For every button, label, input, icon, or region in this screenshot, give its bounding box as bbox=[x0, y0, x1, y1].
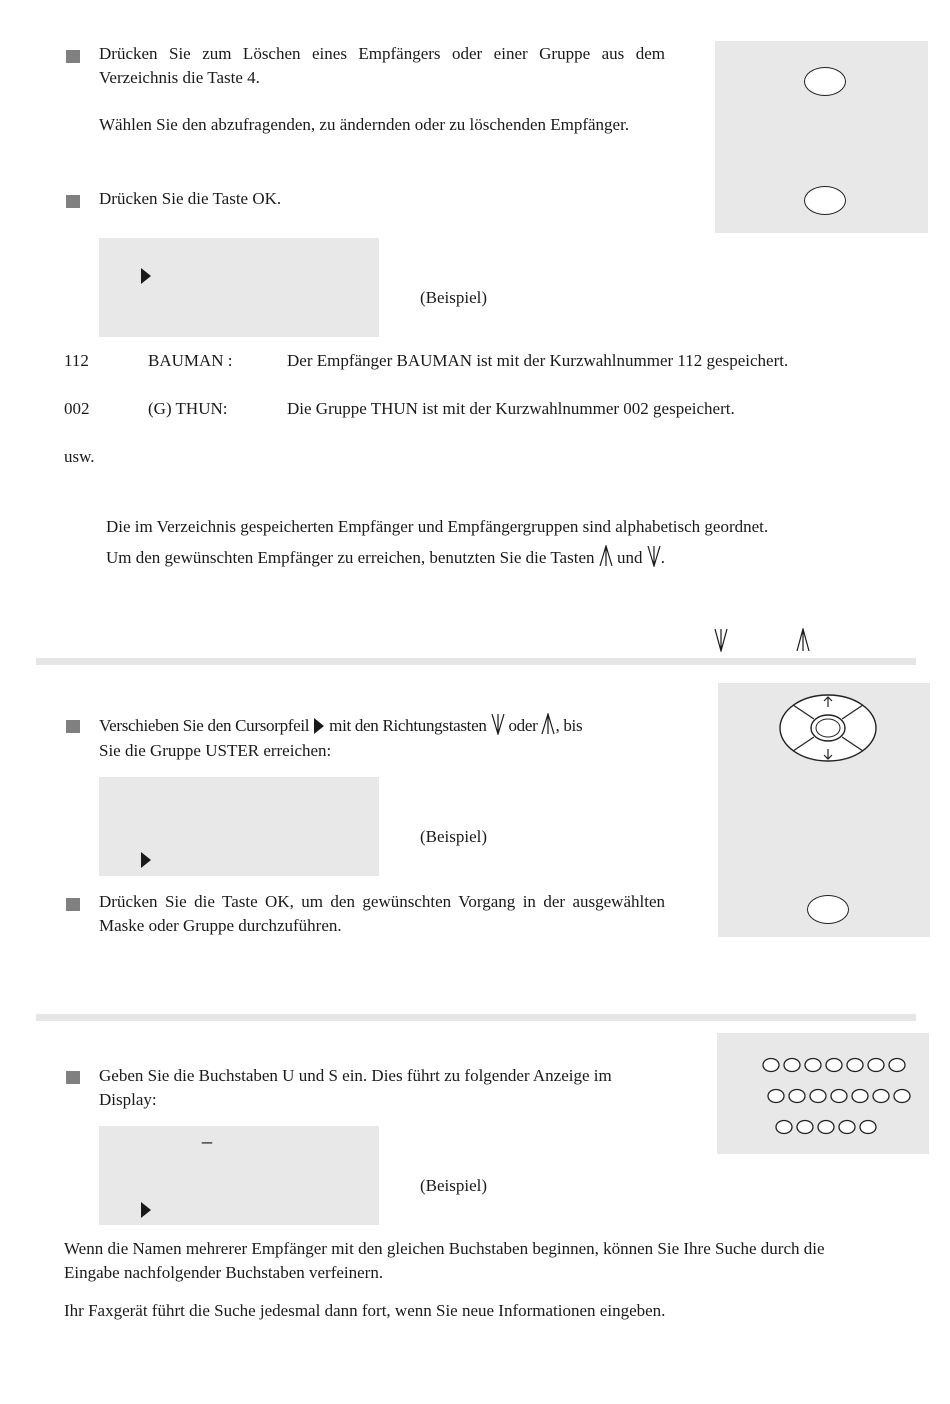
ok-key-icon[interactable] bbox=[804, 186, 846, 215]
etc-text: usw. bbox=[64, 447, 95, 466]
search-continue-text: Ihr Faxgerät führt die Suche jedesmal dann fort, wenn Sie neue Informationen eingeben. bbox=[64, 1301, 666, 1320]
step-move-line-1 bbox=[99, 713, 582, 738]
lcd-display-3 bbox=[99, 1126, 379, 1225]
step-move-text-4: , bis bbox=[555, 716, 583, 735]
cursor-arrow-icon bbox=[141, 852, 151, 868]
entry-number: 112 bbox=[64, 351, 89, 370]
example-label-3: (Beispiel) bbox=[420, 1176, 488, 1195]
entry-number: 002 bbox=[64, 399, 90, 418]
step-enter-text: Geben Sie die Buchstaben U und S ein. Dies führt zu folgender Anzeige im Display: bbox=[99, 1066, 612, 1109]
entry-description: Die Gruppe THUN ist mit der Kurzwahlnummer 002 gespeichert. bbox=[287, 399, 735, 418]
lcd-display-1 bbox=[99, 238, 379, 337]
bullet-ok-2 bbox=[66, 898, 80, 911]
step-move-text-3: oder bbox=[508, 716, 538, 735]
entry-name: (G) THUN: bbox=[148, 399, 228, 418]
step-delete-text: Drücken Sie zum Löschen eines Empfängers oder einer Gruppe aus dem Verzeichnis die Taste 4. bbox=[99, 44, 665, 87]
display-cursor: _ bbox=[202, 1124, 213, 1144]
key-panel-3 bbox=[717, 1033, 929, 1154]
bullet-delete bbox=[66, 50, 80, 63]
example-label-2: (Beispiel) bbox=[420, 827, 488, 846]
note-line-2-text: Um den gewünschten Empfänger zu erreichen, benutzten Sie die Tasten bbox=[106, 548, 595, 567]
note-line-1: Die im Verzeichnis gespeicherten Empfänger und Empfängergruppen sind alphabetisch geordnet. bbox=[106, 517, 769, 536]
step-move-line-2: Sie die Gruppe USTER erreichen: bbox=[99, 741, 332, 760]
alphanumeric-keypad-icon[interactable] bbox=[761, 1053, 911, 1143]
refine-search-text: Wenn die Namen mehrerer Empfänger mit den gleichen Buchstaben beginnen, können Sie Ihre Suche durch die Eingabe nachfolgender Buchstaben verfeinern. bbox=[64, 1239, 825, 1282]
entry-row bbox=[64, 349, 89, 373]
cursor-arrow-icon bbox=[141, 268, 151, 284]
cursor-arrow-icon bbox=[313, 717, 325, 735]
up-arrow-icon bbox=[541, 713, 555, 735]
example-label-1: (Beispiel) bbox=[420, 288, 488, 307]
note-line-2 bbox=[106, 545, 665, 570]
ok-key-icon[interactable] bbox=[807, 895, 849, 924]
entry-name: BAUMAN : bbox=[148, 351, 233, 370]
select-recipient-text: Wählen Sie den abzufragenden, zu ändernden oder zu löschenden Empfänger. bbox=[99, 115, 630, 134]
section-separator-1 bbox=[36, 658, 916, 665]
entry-description: Der Empfänger BAUMAN ist mit der Kurzwahlnummer 112 gespeichert. bbox=[287, 351, 789, 370]
key-panel-1 bbox=[715, 41, 928, 233]
bullet-enter bbox=[66, 1071, 80, 1084]
note-end-text: . bbox=[660, 548, 665, 567]
down-arrow-icon bbox=[491, 713, 505, 735]
note-and-text: und bbox=[616, 548, 643, 567]
lcd-display-2 bbox=[99, 777, 379, 876]
cursor-arrow-icon bbox=[141, 1202, 151, 1218]
entry-row bbox=[64, 397, 90, 421]
step-ok-text: Drücken Sie die Taste OK. bbox=[99, 189, 282, 208]
navigation-pad-icon[interactable] bbox=[778, 693, 878, 763]
down-arrow-icon bbox=[647, 545, 661, 567]
bullet-move bbox=[66, 720, 80, 733]
key-4-icon[interactable] bbox=[804, 67, 846, 96]
section-separator-2 bbox=[36, 1014, 916, 1021]
bullet-ok bbox=[66, 195, 80, 208]
step-ok-2-text: Drücken Sie die Taste OK, um den gewünschten Vorgang in der ausgewählten Maske oder Gruppe durchzuführen. bbox=[99, 892, 665, 935]
key-panel-2 bbox=[718, 683, 930, 937]
step-move-text-2: mit den Richtungstasten bbox=[329, 716, 487, 735]
down-arrow-icon bbox=[714, 628, 728, 652]
step-move-text-1: Verschieben Sie den Cursorpfeil bbox=[99, 716, 310, 735]
up-arrow-icon bbox=[796, 628, 810, 652]
up-arrow-icon bbox=[599, 545, 613, 567]
